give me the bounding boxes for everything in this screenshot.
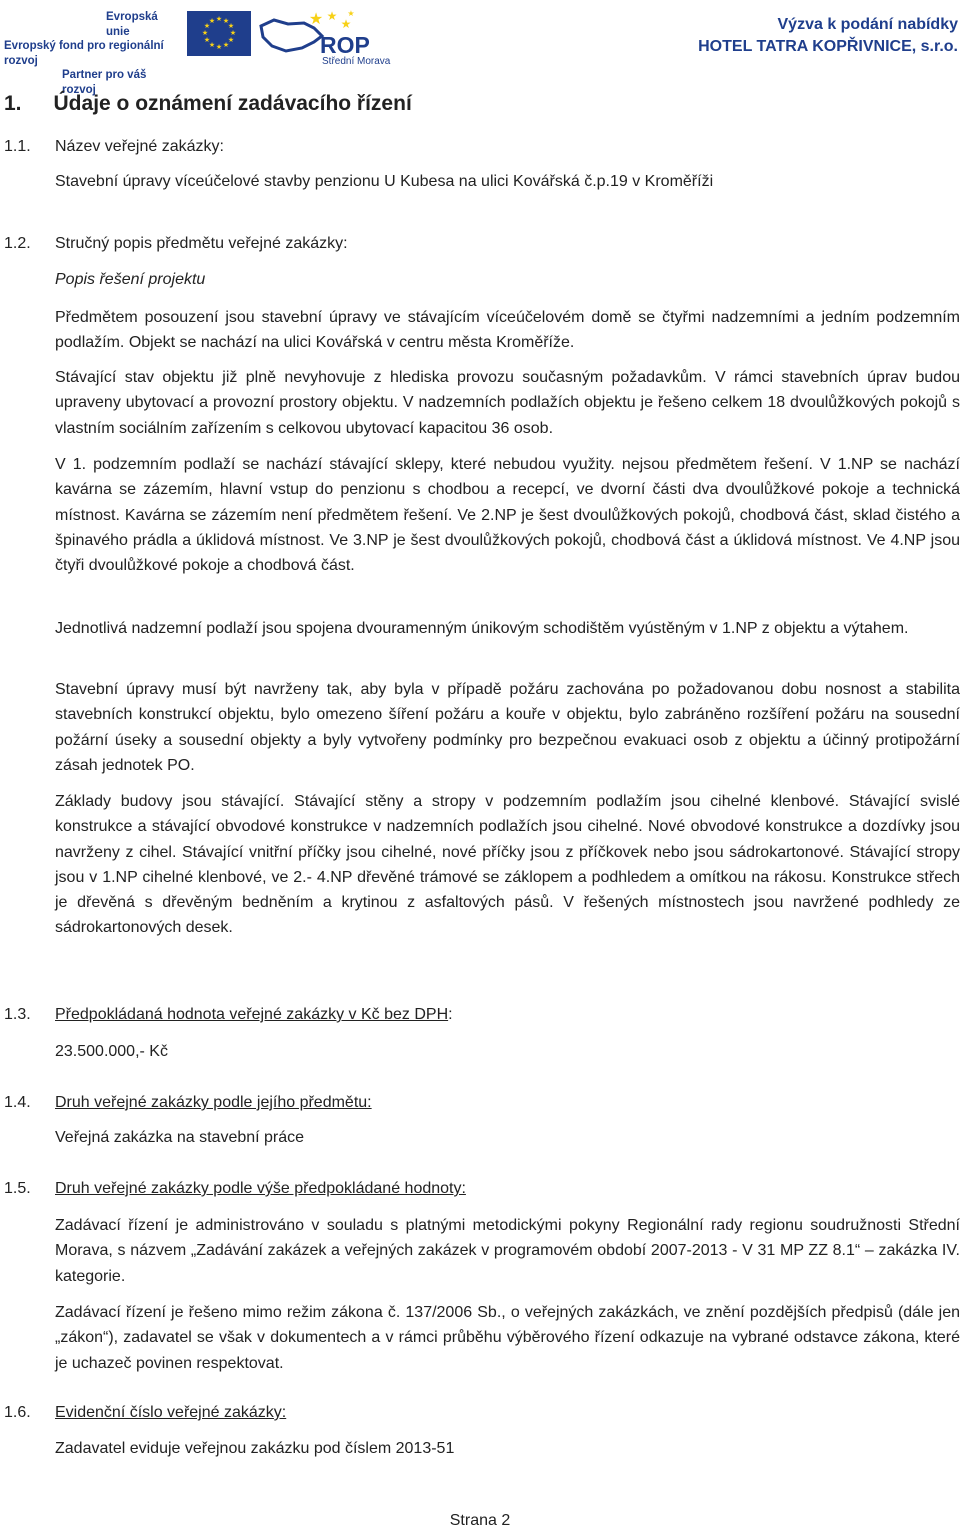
rop-name: ROP bbox=[320, 32, 370, 58]
svg-text:★: ★ bbox=[229, 29, 237, 37]
s14-number: 1.4. bbox=[4, 1094, 31, 1111]
s16-label: Evidenční číslo veřejné zakázky: bbox=[55, 1404, 287, 1421]
svg-text:★: ★ bbox=[222, 17, 230, 25]
s16-text: Zadavatel eviduje veřejnou zakázku pod číslem 2013-51 bbox=[55, 1440, 455, 1457]
s13-label: Předpokládaná hodnota veřejné zakázky v Kč bez DPH bbox=[55, 1006, 449, 1023]
section-title: Údaje o oznámení zadávacího řízení bbox=[53, 92, 412, 115]
svg-text:★: ★ bbox=[208, 17, 216, 25]
eu-line-2: Evropský fond pro regionální rozvoj bbox=[4, 40, 164, 67]
doc-type: Výzva k podání nabídky bbox=[777, 16, 958, 33]
svg-text:★: ★ bbox=[227, 36, 235, 44]
svg-text:★: ★ bbox=[215, 15, 223, 23]
eu-line-1: Evropská unie bbox=[106, 11, 158, 38]
s14-label: Druh veřejné zakázky podle jejího předmětu: bbox=[55, 1094, 372, 1111]
svg-text:★: ★ bbox=[215, 43, 223, 51]
s12-paragraph-3: V 1. podzemním podlaží se nachází stávající sklepy, které nebudou využity. nejsou předmětem řešení. V 1.NP se nachází kavárna se zázemím, hlavní vstup do penzionu s chodbou a recepcí, ve dvorní části dva dvoulůžkové pokoje a technická místnost. Kavárna se zázemím není předmětem řešení. Ve 2.NP je šest dvoulůžkových pokojů, chodbová část, sklad čistého a špinavého prádla a úklidová místnost. Ve 3.NP je šest dvoulůžkových pokojů, chodbová část a úklidová místnost. Ve 4.NP jsou čtyři dvoulůžkové pokoje a chodbová část. bbox=[55, 456, 960, 575]
section-heading bbox=[4, 92, 412, 116]
s12-paragraph-6: Základy budovy jsou stávající. Stávající stěny a stropy v podzemním podlažím jsou cihelné klenbové. Stávající svislé konstrukce a stávající obvodové konstrukce v nadzemních podlažích jsou cihelné. Nové obvodové konstrukce a dozdívky jsou navrženy z cihel. Stávající vnitřní příčky jsou cihelné, nové příčky jsou z příčkovek nebo jsou sádrokartonové. Stávající stropy jsou v 1.NP cihelné klenbové, ve 2.- 4.NP dřevěné trámové se záklopem a podhledem a omítkou na rákosu. Konstrukce střech je dřevěná s dřevěným bedněním a krytinou z asfaltových pásů. V řešených místnostech jsou navržené podhledy ze sádrokartonových desek. bbox=[55, 793, 960, 937]
svg-text:★: ★ bbox=[208, 41, 216, 49]
svg-text:★: ★ bbox=[326, 9, 338, 23]
eu-logo-text bbox=[4, 10, 182, 97]
s12-paragraph-4: Jednotlivá nadzemní podlaží jsou spojena dvouramenným únikovým schodištěm vyústěným v 1.NP z objektu a výtahem. bbox=[55, 620, 909, 637]
s13-heading bbox=[55, 1004, 453, 1026]
s15-paragraph-2: Zadávací řízení je řešeno mimo režim zákona č. 137/2006 Sb., o veřejných zakázkách, ve znění pozdějších předpisů (dále jen „zákon“), zadavatel se však v dokumentech a v rámci průběhu výběrového řízení odkazuje na vybrané odstavce zákona, které je uchazeč povinen respektovat. bbox=[55, 1304, 960, 1372]
s15-number: 1.5. bbox=[4, 1180, 31, 1197]
s15-paragraph-1: Zadávací řízení je administrováno v souladu s platnými metodickými pokyny Regionální rady regionu soudružnosti Střední Morava, s názvem „Zadávání zakázek a veřejných zakázek v programovém období 2007-2013 - V 31 MP ZZ 8.1“ – zakázka IV. kategorie. bbox=[55, 1217, 960, 1285]
svg-text:★: ★ bbox=[227, 22, 235, 30]
s15-label: Druh veřejné zakázky podle výše předpokládané hodnoty: bbox=[55, 1180, 466, 1197]
header-title bbox=[698, 14, 958, 58]
svg-text:★: ★ bbox=[203, 36, 211, 44]
rop-region: Střední Morava bbox=[322, 56, 391, 67]
svg-text:★: ★ bbox=[201, 29, 209, 37]
page-number: Strana 2 bbox=[449, 1512, 511, 1529]
s12-number: 1.2. bbox=[4, 235, 31, 252]
section-number: 1. bbox=[4, 92, 22, 115]
s13-value: 23.500.000,- Kč bbox=[55, 1043, 168, 1060]
s12-paragraph-5: Stavební úpravy musí být navrženy tak, aby byla v případě požáru zachována po požadovanou dobu nosnost a stabilita stavebních konstrukcí objektu, bylo omezeno šíření požáru a kouře v objektu, bylo zabráněno rozšíření požáru na sousední požární úseky a sousední objekty a byly vytvořeny podmínky pro bezpečnou evakuaci osob z objektu a účinný protipožární zásah jednotek PO. bbox=[55, 681, 960, 774]
s12-paragraph-1: Předmětem posouzení jsou stavební úpravy ve stávajícím víceúčelovém domě se čtyřmi nadzemními a jedním podzemním podlažím. Objekt se nachází na ulici Kovářská v centru města Kroměříže. bbox=[55, 309, 960, 352]
rop-logo bbox=[258, 6, 398, 68]
svg-text:★: ★ bbox=[308, 9, 324, 28]
page-header bbox=[0, 0, 960, 96]
svg-text:★: ★ bbox=[340, 17, 352, 31]
s12-subtitle: Popis řešení projektu bbox=[55, 271, 206, 288]
s14-value: Veřejná zakázka na stavební práce bbox=[55, 1129, 305, 1146]
s11-number: 1.1. bbox=[4, 138, 31, 155]
s13-colon: : bbox=[448, 1006, 453, 1023]
s12-paragraph-2: Stávající stav objektu již plně nevyhovuje z hlediska provozu současným požadavkům. V rámci stavebních úprav budou upraveny ubytovací a provozní prostory objektu. V nadzemních podlažích objektu je řešeno celkem 18 dvoulůžkových pokojů s vlastním sociálním zařízením s celkovou ubytovací kapacitou 36 osob. bbox=[55, 369, 960, 437]
eu-line-3: Partner pro váš rozvoj bbox=[62, 69, 147, 96]
eu-flag-icon bbox=[187, 11, 251, 56]
s11-text: Stavební úpravy víceúčelové stavby penzionu U Kubesa na ulici Kovářská č.p.19 v Kroměříži bbox=[55, 173, 714, 190]
s11-label: Název veřejné zakázky: bbox=[55, 138, 224, 155]
svg-text:★: ★ bbox=[347, 9, 355, 18]
svg-text:★: ★ bbox=[203, 22, 211, 30]
s12-label: Stručný popis předmětu veřejné zakázky: bbox=[55, 235, 348, 252]
svg-text:★: ★ bbox=[222, 41, 230, 49]
s13-number: 1.3. bbox=[4, 1006, 31, 1023]
company-name: HOTEL TATRA KOPŘIVNICE, s.r.o. bbox=[698, 38, 958, 55]
s16-number: 1.6. bbox=[4, 1404, 31, 1421]
